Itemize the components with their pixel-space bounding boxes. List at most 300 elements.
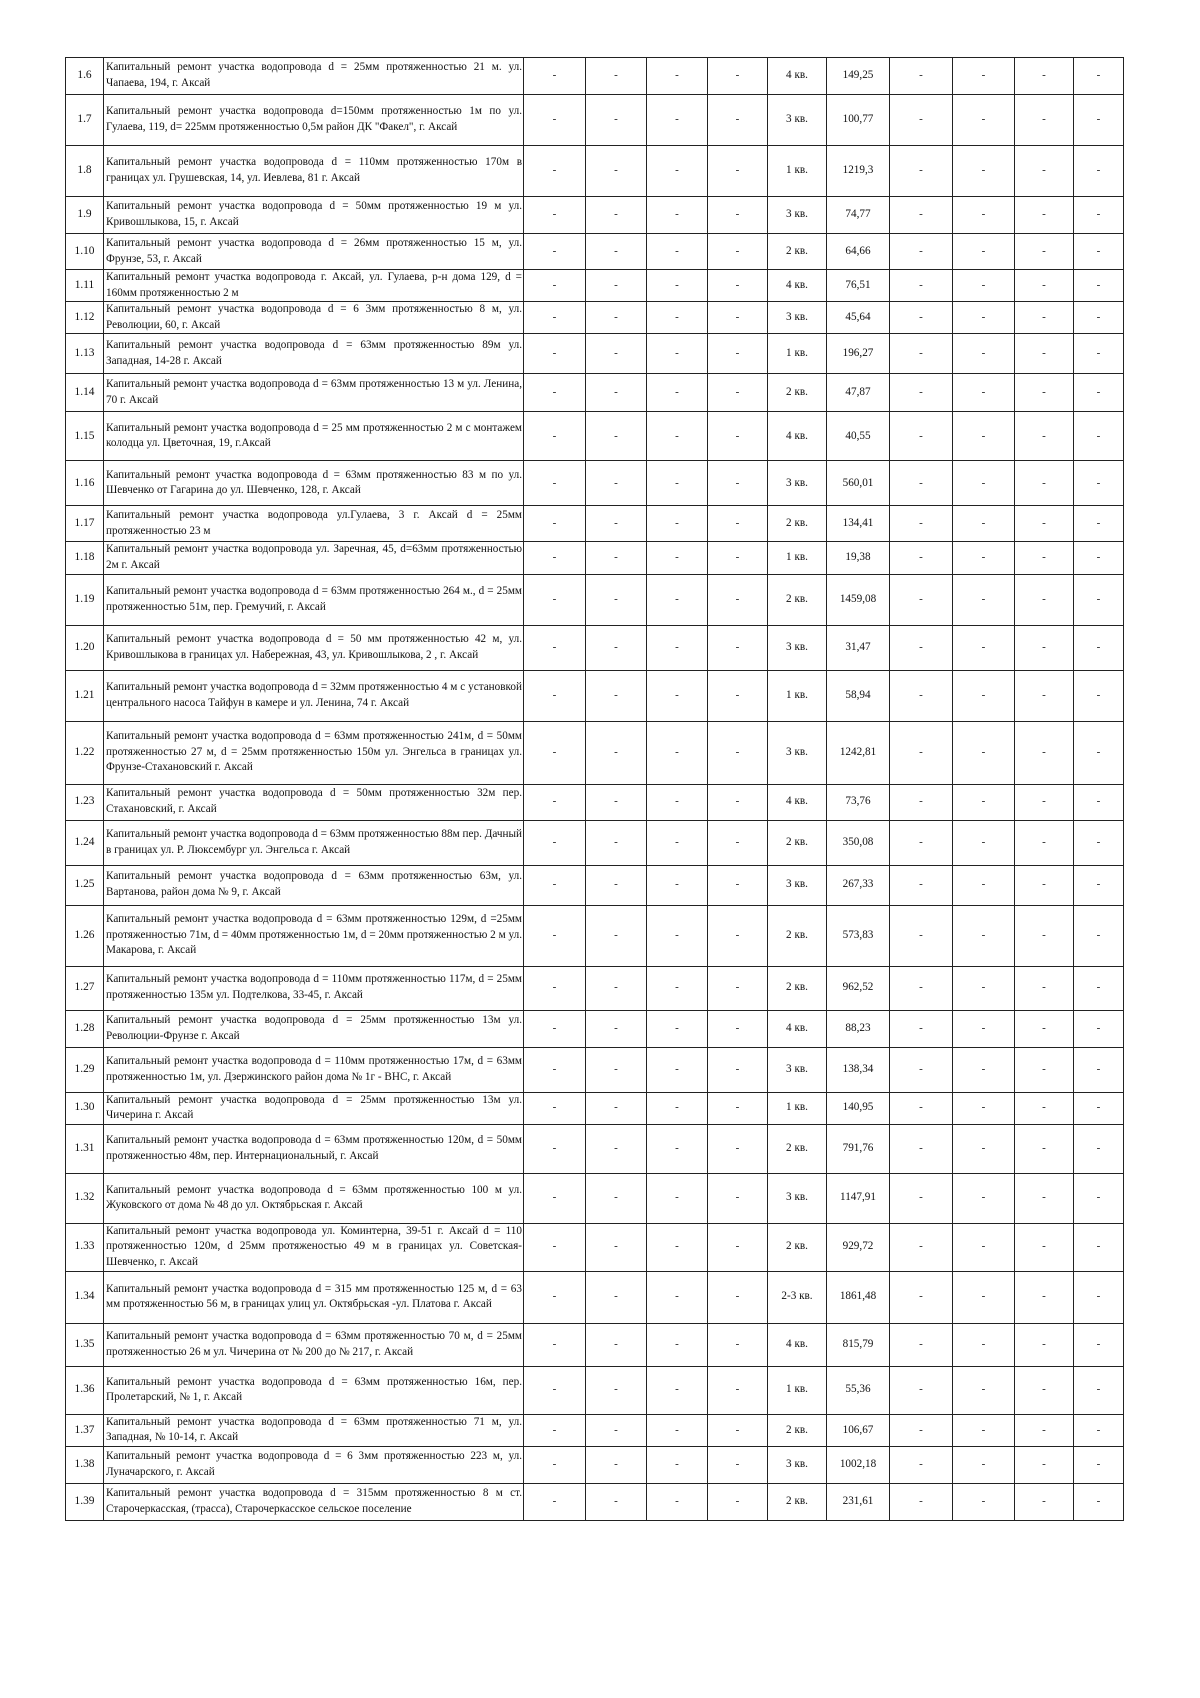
empty-cell: - [647, 670, 708, 721]
row-number: 1.28 [66, 1010, 104, 1047]
empty-cell: - [647, 1483, 708, 1520]
amount-cell: 100,77 [827, 95, 890, 146]
empty-cell: - [953, 146, 1015, 197]
amount-cell: 231,61 [827, 1483, 890, 1520]
empty-cell: - [1074, 1010, 1124, 1047]
empty-cell: - [890, 374, 953, 412]
empty-cell: - [953, 412, 1015, 461]
quarter-cell: 3 кв. [768, 1446, 827, 1483]
empty-cell: - [953, 1223, 1015, 1271]
empty-cell: - [647, 374, 708, 412]
table-row [66, 905, 1124, 966]
table-row [66, 542, 1124, 574]
empty-cell: - [647, 234, 708, 270]
empty-cell: - [708, 1047, 768, 1092]
empty-cell: - [1015, 1446, 1074, 1483]
amount-cell: 64,66 [827, 234, 890, 270]
empty-cell: - [708, 966, 768, 1010]
empty-cell: - [708, 334, 768, 374]
empty-cell: - [586, 784, 647, 820]
quarter-cell: 2 кв. [768, 1124, 827, 1173]
empty-cell: - [890, 625, 953, 670]
table-row [66, 721, 1124, 784]
work-description: Капитальный ремонт участка водопровода ул. Заречная, 45, d=63мм протяженностью 2м г. Аксай [104, 542, 524, 574]
quarter-cell: 2 кв. [768, 374, 827, 412]
works-table [65, 57, 1124, 1521]
work-description: Капитальный ремонт участка водопровода d = 63мм протяженностью 89м ул. Западная, 14-28 г. Аксай [104, 334, 524, 374]
empty-cell: - [586, 1414, 647, 1446]
work-description: Капитальный ремонт участка водопровода d=150мм протяженностью 1м по ул. Гулаева, 119, d= 225мм протяженностью 0,5м район ДК "Факел", г. Аксай [104, 95, 524, 146]
quarter-cell: 1 кв. [768, 1092, 827, 1124]
empty-cell: - [1074, 905, 1124, 966]
empty-cell: - [1074, 197, 1124, 234]
amount-cell: 1219,3 [827, 146, 890, 197]
work-description: Капитальный ремонт участка водопровода d = 25мм протяженностью 21 м. ул. Чапаева, 194, г. Аксай [104, 58, 524, 95]
empty-cell: - [1074, 374, 1124, 412]
row-number: 1.14 [66, 374, 104, 412]
quarter-cell: 1 кв. [768, 542, 827, 574]
empty-cell: - [1015, 1092, 1074, 1124]
empty-cell: - [708, 1323, 768, 1366]
empty-cell: - [586, 234, 647, 270]
empty-cell: - [953, 966, 1015, 1010]
table-row [66, 784, 1124, 820]
quarter-cell: 4 кв. [768, 270, 827, 302]
empty-cell: - [524, 270, 586, 302]
row-number: 1.35 [66, 1323, 104, 1366]
empty-cell: - [647, 865, 708, 905]
empty-cell: - [1074, 1047, 1124, 1092]
empty-cell: - [708, 670, 768, 721]
empty-cell: - [524, 574, 586, 625]
empty-cell: - [586, 302, 647, 334]
work-description: Капитальный ремонт участка водопровода ул.Гулаева, 3 г. Аксай d = 25мм протяженностью 23 м [104, 506, 524, 542]
empty-cell: - [586, 270, 647, 302]
empty-cell: - [647, 1092, 708, 1124]
amount-cell: 45,64 [827, 302, 890, 334]
empty-cell: - [586, 146, 647, 197]
row-number: 1.19 [66, 574, 104, 625]
work-description: Капитальный ремонт участка водопровода d = 63мм протяженностью 16м, пер. Пролетарский, № 1, г. Аксай [104, 1366, 524, 1414]
empty-cell: - [953, 1271, 1015, 1323]
empty-cell: - [890, 334, 953, 374]
table-row [66, 1323, 1124, 1366]
empty-cell: - [890, 1366, 953, 1414]
row-number: 1.7 [66, 95, 104, 146]
empty-cell: - [1015, 625, 1074, 670]
empty-cell: - [647, 197, 708, 234]
table-row [66, 1047, 1124, 1092]
empty-cell: - [708, 1366, 768, 1414]
empty-cell: - [647, 1366, 708, 1414]
empty-cell: - [708, 506, 768, 542]
empty-cell: - [586, 1366, 647, 1414]
empty-cell: - [586, 1323, 647, 1366]
quarter-cell: 4 кв. [768, 412, 827, 461]
work-description: Капитальный ремонт участка водопровода d = 50мм протяженностью 32м пер. Стахановский, г. Аксай [104, 784, 524, 820]
empty-cell: - [586, 542, 647, 574]
table-row [66, 1366, 1124, 1414]
empty-cell: - [1074, 1483, 1124, 1520]
empty-cell: - [524, 625, 586, 670]
table-row [66, 412, 1124, 461]
empty-cell: - [524, 542, 586, 574]
empty-cell: - [524, 1366, 586, 1414]
quarter-cell: 1 кв. [768, 1366, 827, 1414]
empty-cell: - [524, 374, 586, 412]
empty-cell: - [953, 1446, 1015, 1483]
amount-cell: 31,47 [827, 625, 890, 670]
work-description: Капитальный ремонт участка водопровода d = 25 мм протяженностью 2 м с монтажем колодца ул. Цветочная, 19, г.Аксай [104, 412, 524, 461]
empty-cell: - [1074, 1223, 1124, 1271]
empty-cell: - [647, 1271, 708, 1323]
quarter-cell: 2 кв. [768, 234, 827, 270]
empty-cell: - [524, 146, 586, 197]
empty-cell: - [586, 1223, 647, 1271]
amount-cell: 815,79 [827, 1323, 890, 1366]
empty-cell: - [953, 670, 1015, 721]
empty-cell: - [586, 58, 647, 95]
empty-cell: - [524, 721, 586, 784]
empty-cell: - [1015, 1323, 1074, 1366]
row-number: 1.18 [66, 542, 104, 574]
empty-cell: - [586, 574, 647, 625]
empty-cell: - [524, 1173, 586, 1223]
amount-cell: 962,52 [827, 966, 890, 1010]
empty-cell: - [890, 506, 953, 542]
empty-cell: - [953, 1010, 1015, 1047]
empty-cell: - [524, 905, 586, 966]
empty-cell: - [1074, 1323, 1124, 1366]
empty-cell: - [524, 670, 586, 721]
empty-cell: - [708, 146, 768, 197]
empty-cell: - [524, 506, 586, 542]
table-row [66, 461, 1124, 506]
empty-cell: - [708, 1124, 768, 1173]
empty-cell: - [524, 58, 586, 95]
amount-cell: 267,33 [827, 865, 890, 905]
empty-cell: - [586, 506, 647, 542]
quarter-cell: 1 кв. [768, 146, 827, 197]
empty-cell: - [1015, 1124, 1074, 1173]
empty-cell: - [586, 905, 647, 966]
quarter-cell: 4 кв. [768, 1323, 827, 1366]
empty-cell: - [953, 1092, 1015, 1124]
empty-cell: - [1015, 95, 1074, 146]
empty-cell: - [1074, 542, 1124, 574]
empty-cell: - [586, 374, 647, 412]
quarter-cell: 3 кв. [768, 721, 827, 784]
table-row [66, 1414, 1124, 1446]
empty-cell: - [1015, 197, 1074, 234]
quarter-cell: 4 кв. [768, 1010, 827, 1047]
row-number: 1.22 [66, 721, 104, 784]
table-row [66, 966, 1124, 1010]
empty-cell: - [586, 820, 647, 865]
empty-cell: - [708, 784, 768, 820]
empty-cell: - [647, 270, 708, 302]
empty-cell: - [890, 58, 953, 95]
quarter-cell: 2 кв. [768, 506, 827, 542]
table-row [66, 865, 1124, 905]
empty-cell: - [647, 302, 708, 334]
amount-cell: 1861,48 [827, 1271, 890, 1323]
table-body [66, 58, 1124, 1521]
empty-cell: - [953, 58, 1015, 95]
empty-cell: - [647, 461, 708, 506]
empty-cell: - [953, 1366, 1015, 1414]
table-row [66, 197, 1124, 234]
amount-cell: 1459,08 [827, 574, 890, 625]
amount-cell: 74,77 [827, 197, 890, 234]
empty-cell: - [890, 197, 953, 234]
empty-cell: - [953, 374, 1015, 412]
work-description: Капитальный ремонт участка водопровода d = 110мм протяженностью 17м, d = 63мм протяженностью 1м, ул. Дзержинского район дома № 1г - ВНС, г. Аксай [104, 1047, 524, 1092]
empty-cell: - [1015, 334, 1074, 374]
empty-cell: - [708, 270, 768, 302]
empty-cell: - [890, 1124, 953, 1173]
empty-cell: - [708, 905, 768, 966]
empty-cell: - [647, 95, 708, 146]
empty-cell: - [586, 1047, 647, 1092]
empty-cell: - [647, 1010, 708, 1047]
empty-cell: - [524, 1414, 586, 1446]
empty-cell: - [890, 1271, 953, 1323]
empty-cell: - [708, 197, 768, 234]
empty-cell: - [647, 1323, 708, 1366]
work-description: Капитальный ремонт участка водопровода d = 6 3мм протяженностью 223 м, ул. Луначарского, г. Аксай [104, 1446, 524, 1483]
empty-cell: - [1015, 784, 1074, 820]
empty-cell: - [1015, 966, 1074, 1010]
amount-cell: 55,36 [827, 1366, 890, 1414]
empty-cell: - [586, 670, 647, 721]
empty-cell: - [890, 966, 953, 1010]
row-number: 1.21 [66, 670, 104, 721]
empty-cell: - [1015, 270, 1074, 302]
row-number: 1.11 [66, 270, 104, 302]
empty-cell: - [647, 820, 708, 865]
empty-cell: - [890, 865, 953, 905]
empty-cell: - [524, 1047, 586, 1092]
empty-cell: - [586, 1446, 647, 1483]
empty-cell: - [708, 95, 768, 146]
empty-cell: - [890, 721, 953, 784]
empty-cell: - [1074, 412, 1124, 461]
work-description: Капитальный ремонт участка водопровода d = 63мм протяженностью 241м, d = 50мм протяженностью 27 м, d = 25мм протяженностью 150м ул. Энгельса в границах ул. Фрунзе-Стахановский г. Аксай [104, 721, 524, 784]
row-number: 1.36 [66, 1366, 104, 1414]
empty-cell: - [708, 1414, 768, 1446]
work-description: Капитальный ремонт участка водопровода d = 50мм протяженностью 19 м ул. Кривошлыкова, 15, г. Аксай [104, 197, 524, 234]
empty-cell: - [524, 1124, 586, 1173]
amount-cell: 196,27 [827, 334, 890, 374]
empty-cell: - [647, 58, 708, 95]
empty-cell: - [524, 1223, 586, 1271]
empty-cell: - [586, 1271, 647, 1323]
empty-cell: - [647, 412, 708, 461]
empty-cell: - [953, 197, 1015, 234]
work-description: Капитальный ремонт участка водопровода d = 63мм протяженностью 129м, d =25мм протяженностью 71м, d = 40мм протяженностью 1м, d = 20мм протяженностью 2 м ул. Макарова, г. Аксай [104, 905, 524, 966]
empty-cell: - [890, 95, 953, 146]
quarter-cell: 3 кв. [768, 197, 827, 234]
quarter-cell: 2 кв. [768, 820, 827, 865]
empty-cell: - [647, 574, 708, 625]
empty-cell: - [1074, 234, 1124, 270]
empty-cell: - [708, 461, 768, 506]
empty-cell: - [890, 1173, 953, 1223]
table-row [66, 625, 1124, 670]
empty-cell: - [1074, 334, 1124, 374]
empty-cell: - [953, 234, 1015, 270]
empty-cell: - [708, 542, 768, 574]
empty-cell: - [647, 506, 708, 542]
empty-cell: - [708, 302, 768, 334]
empty-cell: - [524, 334, 586, 374]
row-number: 1.10 [66, 234, 104, 270]
quarter-cell: 3 кв. [768, 302, 827, 334]
empty-cell: - [1074, 784, 1124, 820]
amount-cell: 350,08 [827, 820, 890, 865]
empty-cell: - [647, 1173, 708, 1223]
empty-cell: - [1074, 1124, 1124, 1173]
table-row [66, 146, 1124, 197]
table-row [66, 302, 1124, 334]
empty-cell: - [953, 784, 1015, 820]
empty-cell: - [890, 412, 953, 461]
work-description: Капитальный ремонт участка водопровода d = 315 мм протяженностью 125 м, d = 63 мм протяженностью 56 м, в границах улиц ул. Октябрьская -ул. Платова г. Аксай [104, 1271, 524, 1323]
empty-cell: - [1015, 302, 1074, 334]
amount-cell: 1242,81 [827, 721, 890, 784]
empty-cell: - [524, 197, 586, 234]
row-number: 1.33 [66, 1223, 104, 1271]
empty-cell: - [1015, 1047, 1074, 1092]
empty-cell: - [953, 461, 1015, 506]
empty-cell: - [586, 1124, 647, 1173]
empty-cell: - [1015, 1366, 1074, 1414]
amount-cell: 19,38 [827, 542, 890, 574]
quarter-cell: 1 кв. [768, 670, 827, 721]
empty-cell: - [708, 1223, 768, 1271]
empty-cell: - [953, 95, 1015, 146]
empty-cell: - [1015, 1223, 1074, 1271]
empty-cell: - [1074, 270, 1124, 302]
empty-cell: - [1074, 865, 1124, 905]
work-description: Капитальный ремонт участка водопровода d = 6 3мм протяженностью 8 м, ул. Революции, 60, г. Аксай [104, 302, 524, 334]
empty-cell: - [524, 1092, 586, 1124]
empty-cell: - [708, 1173, 768, 1223]
table-row [66, 506, 1124, 542]
empty-cell: - [953, 574, 1015, 625]
amount-cell: 929,72 [827, 1223, 890, 1271]
row-number: 1.37 [66, 1414, 104, 1446]
empty-cell: - [1015, 1173, 1074, 1223]
empty-cell: - [1015, 374, 1074, 412]
quarter-cell: 2-3 кв. [768, 1271, 827, 1323]
work-description: Капитальный ремонт участка водопровода d = 63мм протяженностью 83 м по ул. Шевченко от Гагарина до ул. Шевченко, 128, г. Аксай [104, 461, 524, 506]
empty-cell: - [1074, 820, 1124, 865]
empty-cell: - [586, 1092, 647, 1124]
empty-cell: - [708, 1446, 768, 1483]
empty-cell: - [647, 1047, 708, 1092]
empty-cell: - [1015, 1010, 1074, 1047]
empty-cell: - [1015, 58, 1074, 95]
empty-cell: - [586, 865, 647, 905]
quarter-cell: 3 кв. [768, 461, 827, 506]
empty-cell: - [647, 334, 708, 374]
amount-cell: 73,76 [827, 784, 890, 820]
work-description: Капитальный ремонт участка водопровода d = 32мм протяженностью 4 м с установкой центрального насоса Тайфун в камере и ул. Ленина, 74 г. Аксай [104, 670, 524, 721]
amount-cell: 573,83 [827, 905, 890, 966]
empty-cell: - [708, 574, 768, 625]
amount-cell: 149,25 [827, 58, 890, 95]
empty-cell: - [524, 1323, 586, 1366]
empty-cell: - [890, 542, 953, 574]
row-number: 1.39 [66, 1483, 104, 1520]
amount-cell: 791,76 [827, 1124, 890, 1173]
empty-cell: - [708, 625, 768, 670]
empty-cell: - [524, 1010, 586, 1047]
quarter-cell: 3 кв. [768, 1173, 827, 1223]
empty-cell: - [708, 374, 768, 412]
empty-cell: - [586, 721, 647, 784]
amount-cell: 560,01 [827, 461, 890, 506]
empty-cell: - [890, 820, 953, 865]
empty-cell: - [1074, 625, 1124, 670]
empty-cell: - [1074, 1446, 1124, 1483]
empty-cell: - [586, 461, 647, 506]
empty-cell: - [890, 302, 953, 334]
empty-cell: - [586, 1010, 647, 1047]
empty-cell: - [890, 670, 953, 721]
amount-cell: 40,55 [827, 412, 890, 461]
empty-cell: - [890, 1323, 953, 1366]
amount-cell: 138,34 [827, 1047, 890, 1092]
empty-cell: - [1074, 58, 1124, 95]
quarter-cell: 2 кв. [768, 1483, 827, 1520]
empty-cell: - [890, 1047, 953, 1092]
row-number: 1.15 [66, 412, 104, 461]
empty-cell: - [1015, 721, 1074, 784]
empty-cell: - [586, 95, 647, 146]
empty-cell: - [953, 625, 1015, 670]
empty-cell: - [647, 1223, 708, 1271]
work-description: Капитальный ремонт участка водопровода d = 63мм протяженностью 88м пер. Дачный в границах ул. Р. Люксембург ул. Энгельса г. Аксай [104, 820, 524, 865]
work-description: Капитальный ремонт участка водопровода d = 63мм протяженностью 264 м., d = 25мм протяженностью 51м, пер. Гремучий, г. Аксай [104, 574, 524, 625]
empty-cell: - [647, 966, 708, 1010]
empty-cell: - [647, 146, 708, 197]
empty-cell: - [890, 461, 953, 506]
empty-cell: - [647, 905, 708, 966]
empty-cell: - [1015, 820, 1074, 865]
table-row [66, 1483, 1124, 1520]
empty-cell: - [647, 542, 708, 574]
work-description: Капитальный ремонт участка водопровода ул. Коминтерна, 39-51 г. Аксай d = 110 протяженностью 120м, d 25мм протяженостью 49 м в границах ул. Советская-Шевченко, г. Аксай [104, 1223, 524, 1271]
quarter-cell: 3 кв. [768, 625, 827, 670]
row-number: 1.8 [66, 146, 104, 197]
empty-cell: - [890, 146, 953, 197]
empty-cell: - [953, 820, 1015, 865]
empty-cell: - [708, 1483, 768, 1520]
work-description: Капитальный ремонт участка водопровода d = 63мм протяженностью 63м, ул. Вартанова, район дома № 9, г. Аксай [104, 865, 524, 905]
empty-cell: - [953, 270, 1015, 302]
empty-cell: - [586, 1483, 647, 1520]
empty-cell: - [890, 1483, 953, 1520]
table-row [66, 1446, 1124, 1483]
work-description: Капитальный ремонт участка водопровода d = 110мм протяженностью 117м, d = 25мм протяженностью 135м ул. Подтелкова, 33-45, г. Аксай [104, 966, 524, 1010]
empty-cell: - [1074, 146, 1124, 197]
empty-cell: - [524, 966, 586, 1010]
table-row [66, 1223, 1124, 1271]
empty-cell: - [1074, 1366, 1124, 1414]
